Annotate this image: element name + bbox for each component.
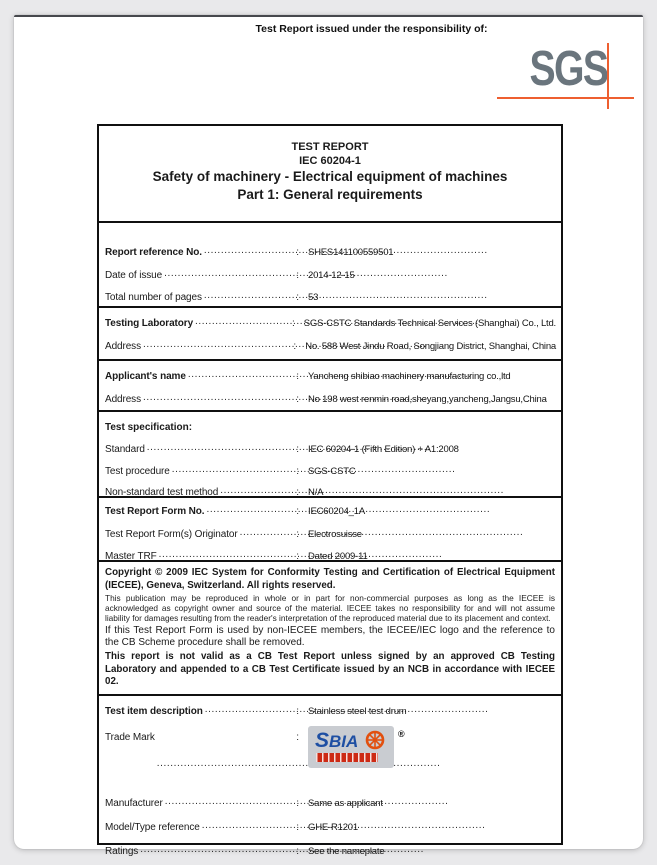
title-line-4: Part 1: General requirements	[237, 187, 423, 202]
copyright-notice: Copyright © 2009 IEC System for Conformity Testing and Certification of Electrical Equipment (IECEE), Geneva, Switzerland. All rights reserved.	[105, 567, 555, 591]
field-date-of-issue	[99, 265, 561, 288]
dot-leader	[140, 849, 296, 861]
field-item-description-value: Stainless steel test drum	[308, 706, 407, 717]
trade-mark-logo-box	[308, 726, 394, 768]
field-master-trf-label: Master TRF	[105, 551, 157, 562]
field-standard	[99, 439, 561, 461]
dot-leader	[204, 295, 296, 307]
field-applicant-name	[99, 366, 561, 389]
field-trf-no	[99, 501, 561, 524]
field-trf-no-label: Test Report Form No.	[105, 506, 205, 517]
trade-mark-red-strip	[316, 753, 378, 762]
field-trade-mark	[99, 726, 561, 778]
field-manufacturer-label: Manufacturer	[105, 798, 163, 809]
field-applicant-name-label: Applicant's name	[105, 371, 186, 382]
field-non-standard-method-value: N/A	[308, 487, 324, 498]
field-ratings-label: Ratings	[105, 846, 139, 857]
sgs-logo-vertical-line	[607, 43, 609, 109]
copyright-small-print: This publication may be reproduced in whole or in part for non-commercial purposes as long as the IECEE is acknowledged as copyright owner and source of the material. IECEE takes no responsibility for and will not assume liability for damages resulting from the reader's interpretation of the reproduced material due to its placement and context.	[105, 593, 555, 623]
dot-leader	[202, 825, 296, 837]
trade-mark-logo-text: SBIA	[315, 729, 359, 752]
field-manufacturer-value: Same as applicant	[308, 798, 383, 809]
field-trf-no-value: IEC60204_1A	[308, 506, 365, 517]
field-standard-value: IEC 60204-1 (Fifth Edition) + A1:2008	[308, 444, 459, 455]
field-trade-mark-label: Trade Mark	[105, 732, 155, 743]
field-trf-originator	[99, 524, 561, 547]
title-line-2: IEC 60204-1	[299, 155, 361, 167]
field-date-of-issue-value: 2014-12-15	[308, 269, 355, 281]
section-copyright	[99, 562, 561, 696]
field-ratings-value: See the nameplate	[308, 846, 385, 857]
field-ratings	[99, 840, 561, 864]
dot-leader	[207, 509, 297, 521]
field-test-procedure-label: Test procedure	[105, 465, 170, 477]
trade-mark-logo	[308, 726, 405, 768]
field-trf-originator-label: Test Report Form(s) Originator	[105, 528, 238, 540]
field-item-description-label: Test item description	[105, 706, 203, 717]
field-report-reference-value: SHES141100559501	[308, 247, 394, 258]
field-total-pages-value: 53	[308, 292, 319, 303]
field-applicant-address-value: No 198 west renmin road,sheyang,yancheng,Jangsu,China	[308, 393, 547, 405]
sgs-logo	[484, 37, 634, 129]
dot-leader	[165, 801, 297, 813]
dot-leader	[195, 321, 292, 333]
dot-leader	[159, 554, 297, 566]
title-block	[99, 126, 561, 223]
section-applicant	[99, 361, 561, 412]
field-lab-address-value: No. 588 West Jindu Road, Songjiang District, Shanghai, China	[305, 340, 556, 352]
dot-leader	[157, 763, 296, 775]
dot-leader	[164, 272, 296, 284]
field-trf-originator-value: Electrosuisse	[308, 528, 362, 540]
field-test-procedure-value: SGS-CSTC	[308, 465, 356, 477]
dot-leader	[143, 343, 293, 355]
copyright-validity-note: This report is not valid as a CB Test Report unless signed by an approved CB Testing Laboratory and appended to a CB Test Certificate issued by an NCB in accordance with IECEE 02.	[105, 651, 555, 687]
report-table	[97, 124, 563, 857]
section-trf	[99, 498, 561, 562]
dot-leader	[172, 467, 296, 479]
section-test-item	[99, 696, 561, 864]
field-testing-laboratory-value: SGS-CSTC Standards Technical Services (Shanghai) Co., Ltd.	[303, 318, 556, 329]
field-applicant-address-label: Address	[105, 393, 141, 405]
dot-leader	[188, 374, 296, 386]
field-standard-label: Standard	[105, 444, 145, 455]
dot-leader	[147, 446, 296, 458]
field-lab-address	[99, 336, 561, 359]
field-date-of-issue-label: Date of issue	[105, 269, 163, 281]
section-test-specification	[99, 412, 561, 498]
field-lab-address-label: Address	[105, 340, 141, 352]
dot-leader	[204, 250, 296, 262]
title-line-1: TEST REPORT	[291, 141, 369, 153]
dot-leader	[143, 396, 296, 408]
field-master-trf-value: Dated 2009-11	[308, 551, 368, 562]
field-total-pages	[99, 287, 561, 310]
field-model-type-label: Model/Type reference	[105, 822, 200, 833]
field-item-description	[99, 700, 561, 724]
title-line-3: Safety of machinery - Electrical equipment of machines	[152, 169, 508, 184]
section-testing-laboratory	[99, 308, 561, 361]
field-testing-laboratory	[99, 313, 561, 336]
sgs-logo-horizontal-line	[497, 97, 634, 99]
field-applicant-name-value: Yancheng shibiao machinery manufacturing co.,ltd	[308, 371, 511, 382]
field-model-type-value: GHE-R1201	[308, 822, 358, 833]
dot-leader	[205, 709, 296, 721]
field-test-procedure	[99, 461, 561, 483]
field-total-pages-label: Total number of pages	[105, 292, 202, 303]
issued-note: Test Report issued under the responsibility of:	[255, 23, 488, 35]
field-applicant-address	[99, 389, 561, 412]
field-report-reference	[99, 242, 561, 265]
field-model-type	[99, 816, 561, 840]
report-page	[14, 15, 643, 857]
registered-icon: ®	[398, 729, 405, 739]
section-report-references	[99, 223, 561, 308]
test-specification-header: Test specification:	[105, 422, 193, 433]
field-report-reference-label: Report reference No.	[105, 247, 202, 258]
field-non-standard-method-label: Non-standard test method	[105, 487, 219, 498]
field-testing-laboratory-label: Testing Laboratory	[105, 318, 194, 329]
copyright-non-iecee-note: If this Test Report Form is used by non-IECEE members, the IECEE/IEC logo and the reference to the CB Scheme procedure shall be removed.	[105, 625, 555, 648]
wheel-icon	[365, 730, 385, 750]
field-manufacturer	[99, 792, 561, 816]
dot-leader	[240, 531, 297, 543]
sgs-logo-text: SGS	[529, 42, 607, 96]
